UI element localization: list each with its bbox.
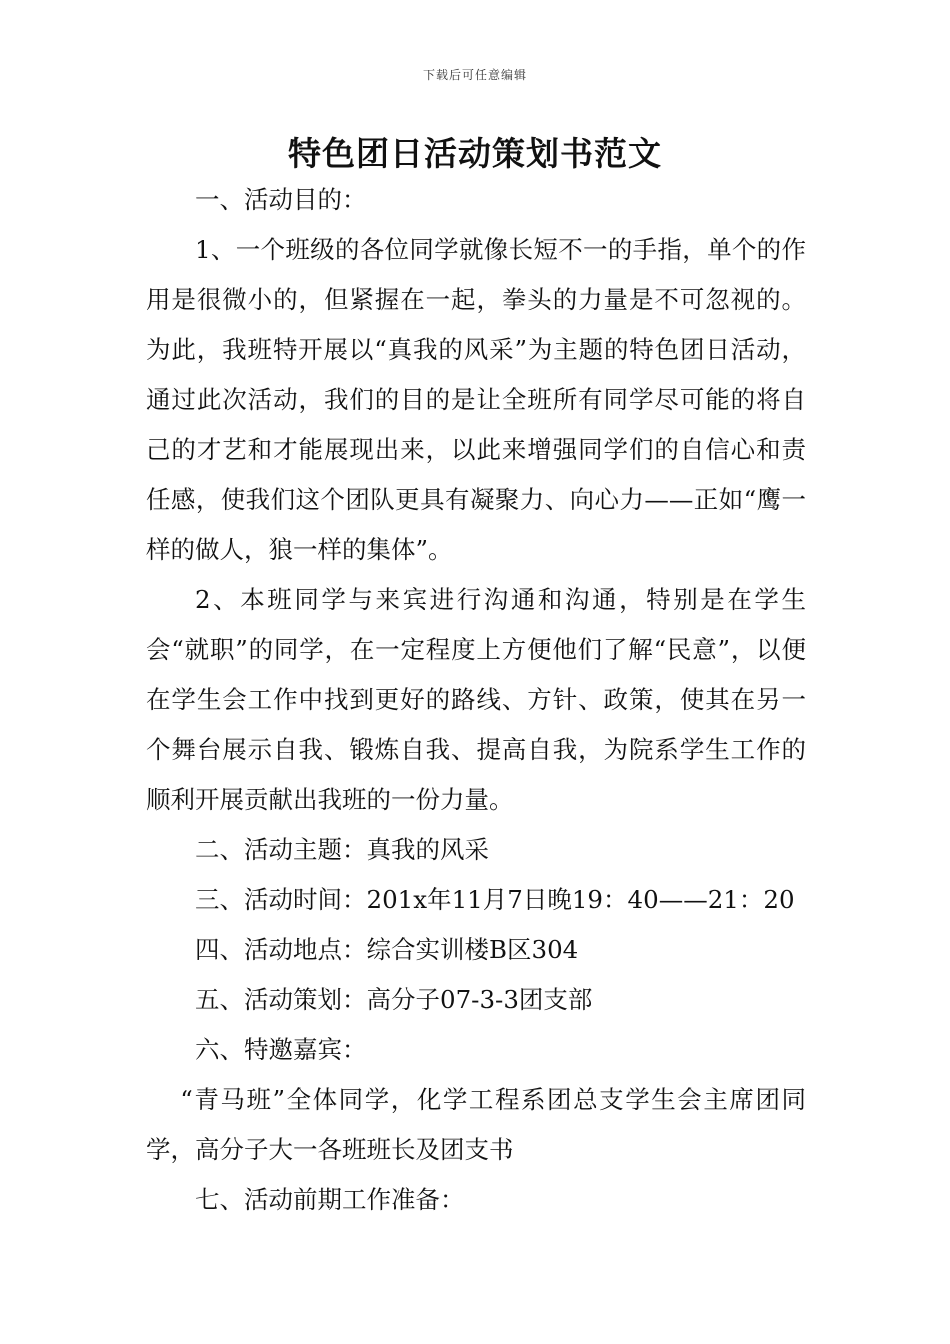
page-header-note: 下载后可任意编辑 (422, 68, 527, 82)
section-1-paragraph-2: 2、本班同学与来宾进行沟通和沟通，特别是在学生会“就职”的同学，在一定程度上方便他们了解“民意”，以便在学生会工作中找到更好的路线、方针、政策，使其在另一个舞台展示自我、锻炼自我、提高自我，为院系学生工作的顺利开展贡献出我班的一份力量。 (146, 585, 806, 814)
section-7-heading: 七、活动前期工作准备： (195, 1185, 465, 1214)
section-1-heading: 一、活动目的： (195, 185, 367, 214)
section-4-location: 四、活动地点：综合实训楼B区304 (195, 935, 579, 964)
section-1-paragraph-1: 1、一个班级的各位同学就像长短不一的手指，单个的作用是很微小的，但紧握在一起，拳头的力量是不可忽视的。为此，我班特开展以“真我的风采”为主题的特色团日活动，通过此次活动，我们的目的是让全班所有同学尽可能的将自己的才艺和才能展现出来，以此来增强同学们的自信心和责任感，使我们这个团队更具有凝聚力、向心力——正如“鹰一样的做人，狼一样的集体”。 (146, 235, 806, 564)
section-6-guests: “青马班”全体同学，化学工程系团总支学生会主席团同学，高分子大一各班班长及团支书 (146, 1085, 806, 1164)
document-title: 特色团日活动策划书范文 (288, 134, 662, 173)
section-3-time: 三、活动时间：201x年11月7日晚19：40——21：20 (195, 885, 795, 914)
document-body (146, 175, 806, 1225)
section-6-heading: 六、特邀嘉宾： (195, 1035, 367, 1064)
section-2-theme: 二、活动主题：真我的风采 (195, 835, 489, 864)
section-5-planner: 五、活动策划：高分子07-3-3团支部 (195, 985, 593, 1014)
